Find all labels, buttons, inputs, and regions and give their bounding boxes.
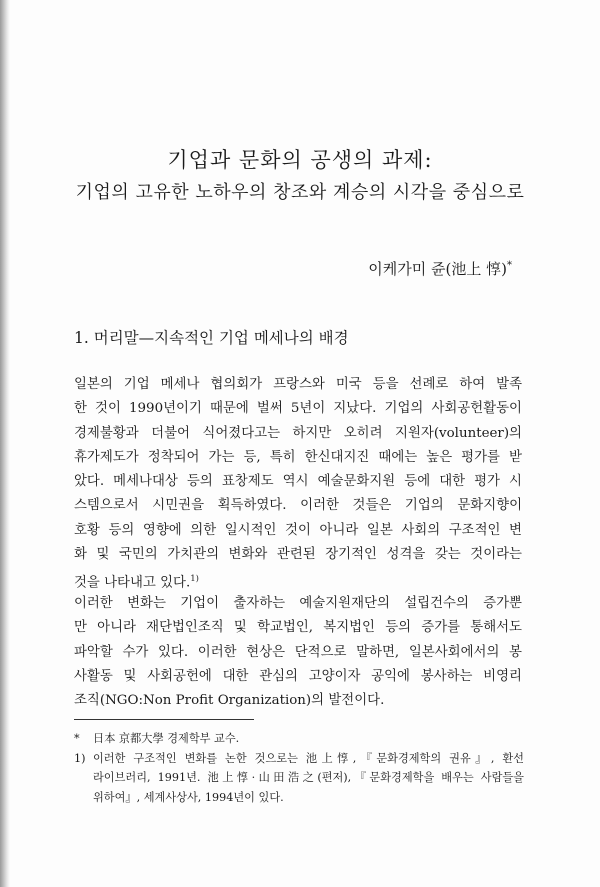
footnote-line: 라이브러리, 1991년. 池上惇·山田浩之(편저),『문화경제학을 배우는 사람들을 — [93, 771, 524, 784]
paragraph-line: 조직(NGO:Non Profit Organization)의 발전이다. — [74, 693, 385, 709]
paragraph-line: 경제불황과 더불어 식어졌다고는 하지만 오히려 지원자(volunteer)의 — [74, 425, 522, 441]
author-footnote-mark: * — [507, 260, 512, 271]
footnote-mark: * — [74, 732, 80, 745]
paragraph-2 — [74, 592, 522, 713]
paragraph-line-text: 것을 나타내고 있다. — [74, 575, 191, 591]
paragraph-line: 파악할 수가 있다. 이러한 현상은 단적으로 말하면, 일본사회에서의 봉 — [74, 644, 522, 660]
footnote-1 — [74, 749, 524, 808]
article-title: 기업과 문화의 공생의 과제: — [167, 148, 433, 172]
article-subtitle: 기업의 고유한 노하우의 창조와 계승의 시각을 중심으로 — [75, 182, 525, 203]
paragraph-line: 사활동 및 사회공헌에 대한 관심의 고양이자 공익에 봉사하는 비영리 — [74, 668, 522, 684]
page-edge-shadow — [0, 0, 10, 887]
paragraph-line — [74, 567, 522, 591]
footnote-line: 日本 京都大學 경제학부 교수. — [93, 732, 240, 745]
paragraph-line: 스템으로서 시민권을 획득하였다. 이러한 것들은 기업의 문화지향이 — [74, 498, 522, 514]
footnotes — [74, 729, 524, 807]
paragraph-line: 이러한 변화는 기업이 출자하는 예술지원재단의 설립건수의 증가뿐 — [74, 596, 522, 611]
footnote-mark: 1) — [74, 751, 86, 765]
footnote-line: 위하여』, 세계사상사, 1994년이 있다. — [93, 790, 284, 804]
footnote-line: 이러한 구조적인 변화를 논한 것으로는 池上惇,『문화경제학의 권유』, 환선 — [93, 751, 524, 765]
paragraph-line: 만 아니라 재단법인조직 및 학교법인, 복지법인 등의 증가를 통해서도 — [74, 620, 522, 636]
footnote-author — [74, 729, 524, 749]
section-heading: 1. 머리말—지속적인 기업 메세나의 배경 — [74, 329, 349, 347]
footnote-divider — [74, 719, 254, 720]
paragraph-1 — [74, 373, 522, 592]
author-name: 이케가미 쥰(池上 惇) — [368, 260, 507, 278]
paragraph-line: 일본의 기업 메세나 협의회가 프랑스와 미국 등을 선례로 하여 발족 — [74, 377, 522, 392]
paragraph-line: 호황 등의 영향에 의한 일시적인 것이 아니라 일본 사회의 구조적인 변 — [74, 522, 522, 538]
paragraph-line: 화 및 국민의 가치관의 변화와 관련된 장기적인 성격을 갖는 것이라는 — [74, 547, 522, 563]
paragraph-line: 았다. 메세나대상 등의 표창제도 역시 예술문화지원 등에 대한 평가 시 — [74, 474, 522, 490]
author-line — [368, 258, 512, 279]
footnote-reference: 1) — [190, 574, 199, 585]
paragraph-line: 한 것이 1990년이기 때문에 벌써 5년이 지났다. 기업의 사회공헌활동이 — [74, 401, 522, 417]
paragraph-line: 휴가제도가 정착되어 가는 등, 특히 한신대지진 때에는 높은 평가를 받 — [74, 449, 522, 465]
